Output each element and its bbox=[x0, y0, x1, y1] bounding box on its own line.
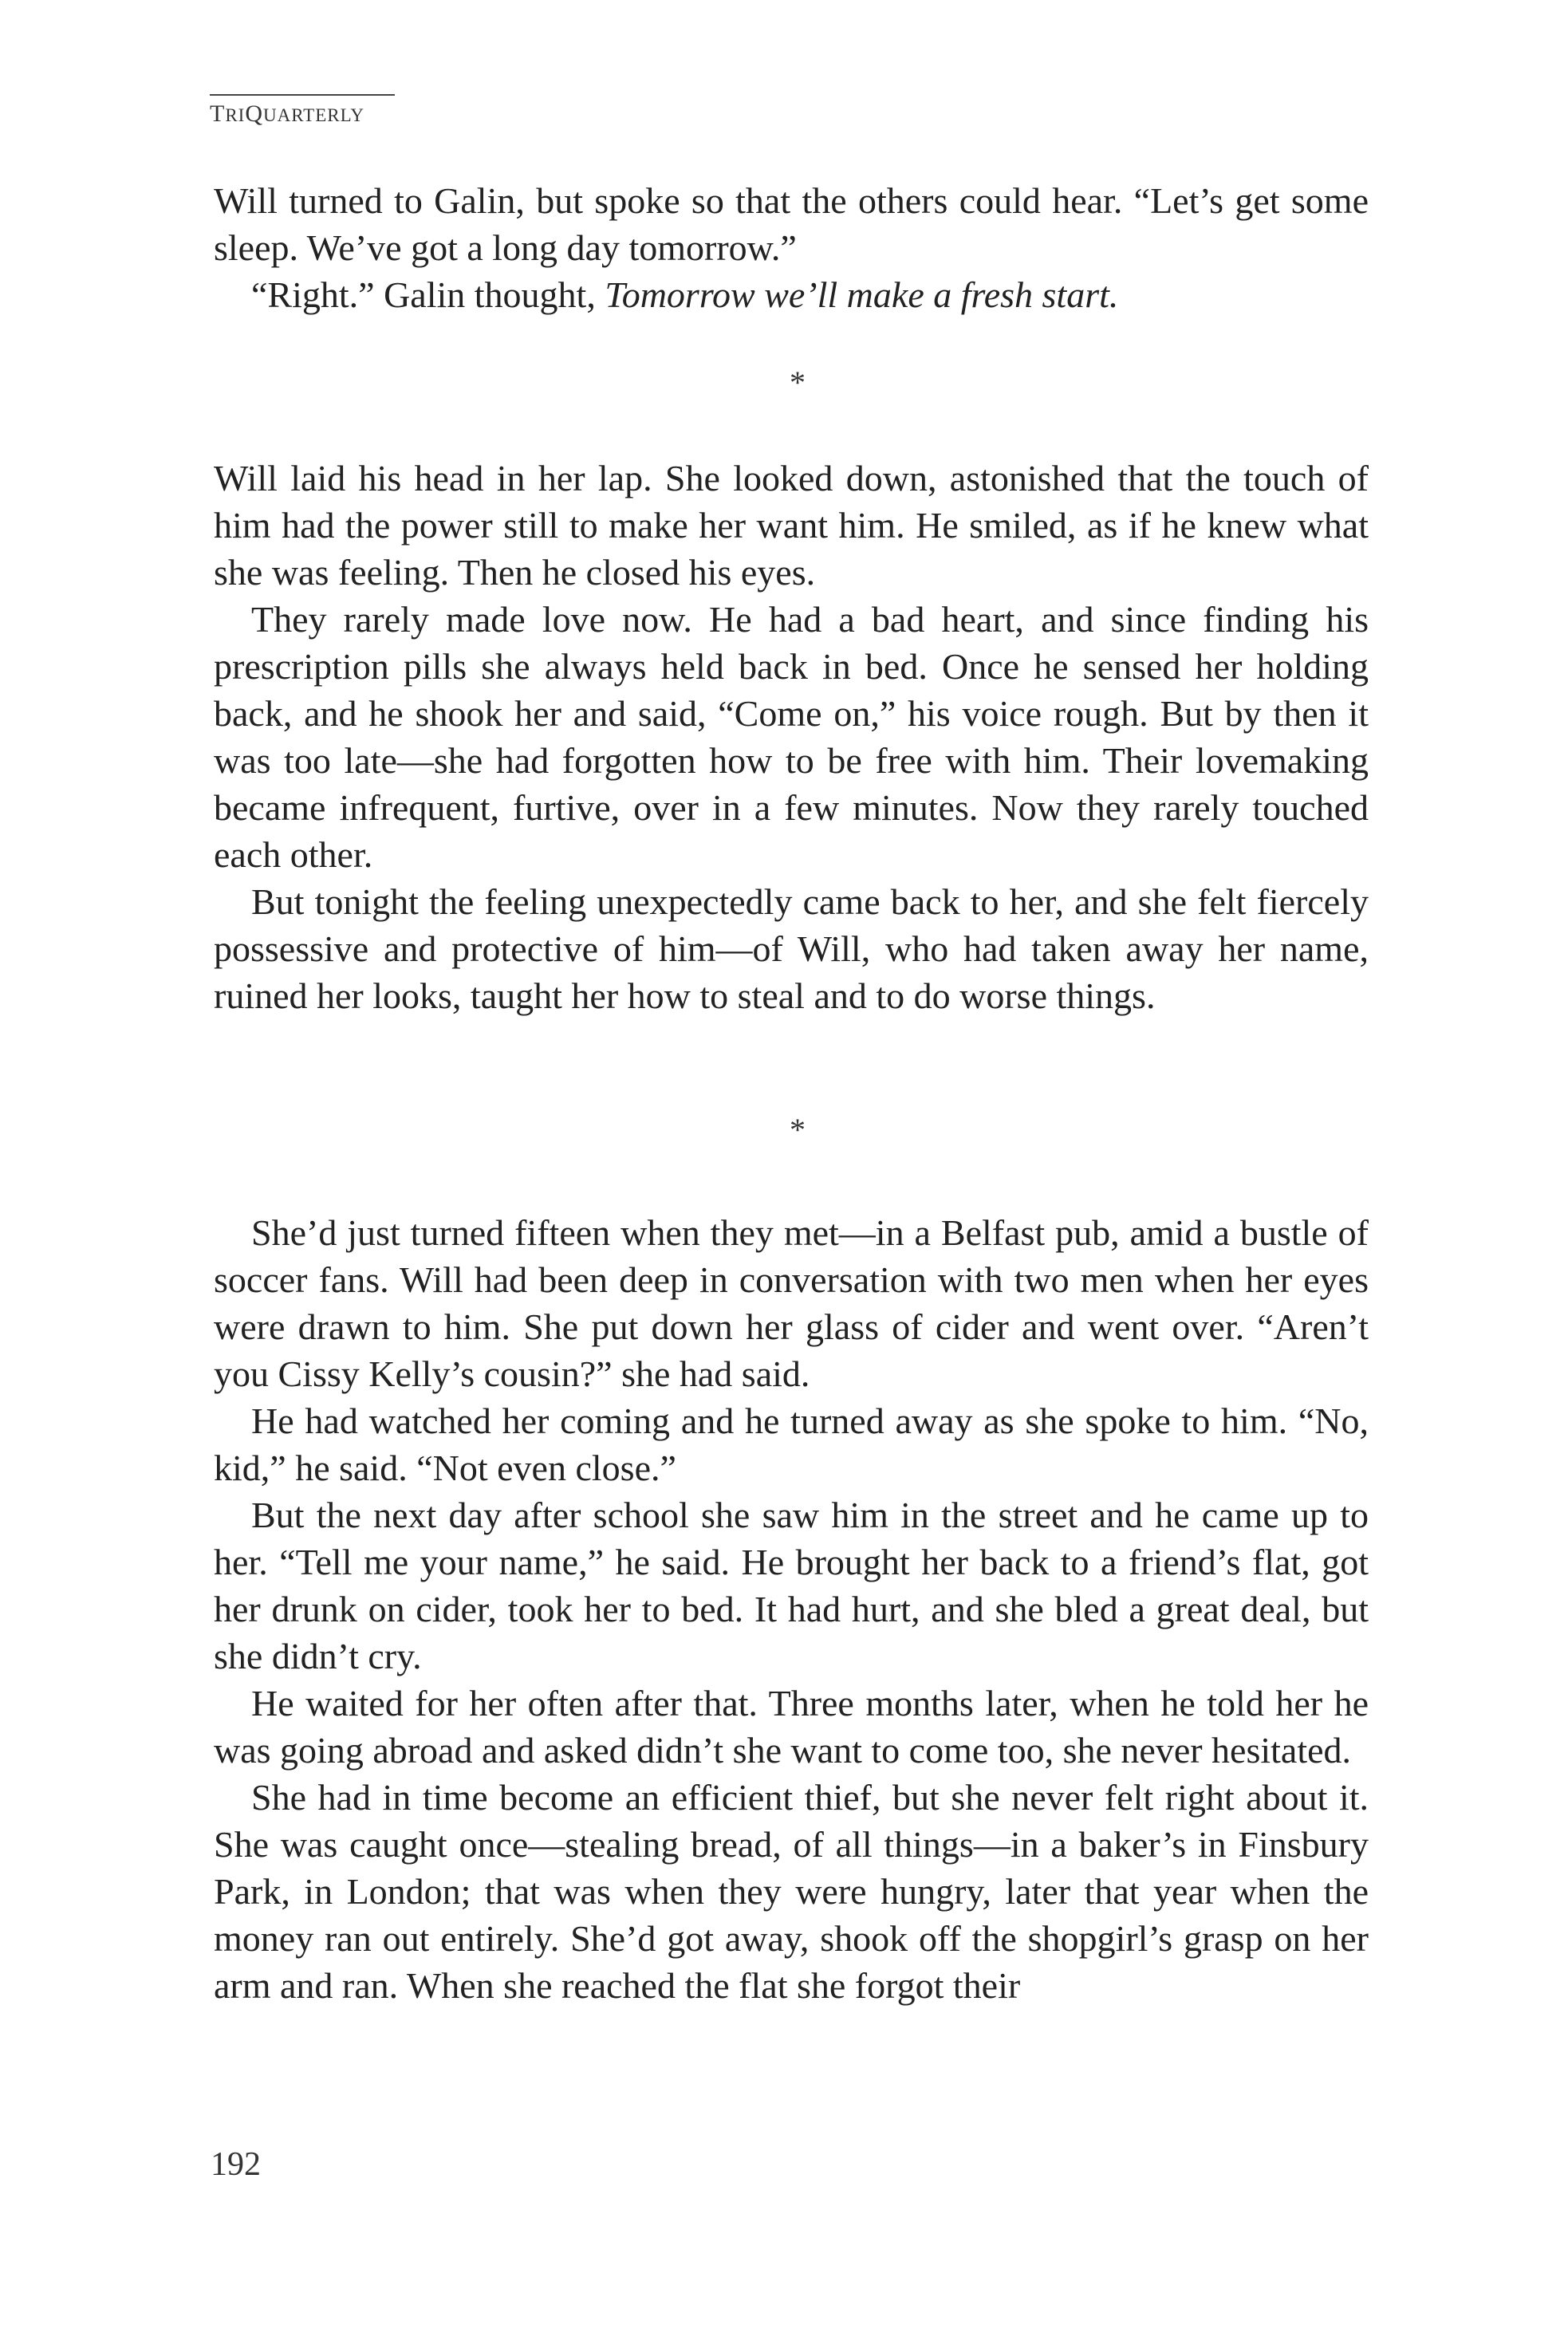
paragraph: Will turned to Galin, but spoke so that the others could hear. “Let’s get some sleep. We’ve got a long day tomorrow.” bbox=[214, 180, 1369, 268]
paragraph: But the next day after school she saw him in the street and he came up to her. “Tell me your name,” he said. He brought her back to a friend’s flat, got her drunk on cider, took her to bed. It had hurt, and she bled a great deal, but she didn’t cry. bbox=[214, 1495, 1369, 1676]
paragraph: But tonight the feeling unexpectedly came back to her, and she felt fiercely possessive and protective of him—of Will, who had taken away her name, ruined her looks, taught her how to steal and to do worse things. bbox=[214, 881, 1369, 1016]
text-block-3 bbox=[214, 1209, 1369, 2009]
section-separator bbox=[0, 364, 1568, 401]
header-rule bbox=[210, 94, 395, 96]
paragraph: They rarely made love now. He had a bad heart, and since finding his prescription pills she always held back in bed. Once he sensed her holding back, and he shook her and said, “Come on,” his voice rough. But by then it was too late—she had forgotten how to be free with him. Their lovemaking became infrequent, furtive, over in a few minutes. Now they rarely touched each other. bbox=[214, 599, 1369, 875]
running-head-initial-q: Q bbox=[245, 100, 263, 127]
section-separator bbox=[0, 1111, 1568, 1148]
text-block-1 bbox=[214, 177, 1369, 318]
paragraph: He waited for her often after that. Three months later, when he told her he was going abroad and asked didn’t she want to come too, she never hesitated. bbox=[214, 1683, 1369, 1771]
running-head-initial-t: T bbox=[210, 100, 226, 127]
paragraph-lead: “Right.” Galin thought, bbox=[251, 274, 605, 315]
running-head-small-ri: RI bbox=[225, 105, 246, 125]
asterisk: * bbox=[790, 1112, 806, 1148]
paragraph: Will laid his head in her lap. She looked down, astonished that the touch of him had the power still to make her want him. He smiled, as if he knew what she was feeling. Then he closed his eyes. bbox=[214, 458, 1369, 593]
italic-thought: Tomorrow we’ll make a fresh start. bbox=[605, 274, 1119, 315]
paragraph bbox=[214, 271, 1369, 318]
asterisk: * bbox=[790, 364, 806, 400]
text-block-2 bbox=[214, 455, 1369, 1019]
page-number: 192 bbox=[211, 2146, 261, 2183]
running-head bbox=[210, 94, 395, 128]
paragraph: She had in time become an efficient thief, but she never felt right about it. She was caught once—stealing bread, of all things—in a baker’s in Finsbury Park, in London; that was when they were hungry, later that year when the money ran out entirely. She’d got away, shook off the shopgirl’s grasp on her arm and ran. When she reached the flat she forgot their bbox=[214, 1777, 1369, 2006]
running-head-small-rest: UARTERLY bbox=[263, 105, 364, 125]
paragraph: He had watched her coming and he turned away as she spoke to him. “No, kid,” he said. “Not even close.” bbox=[214, 1400, 1369, 1488]
paragraph: She’d just turned fifteen when they met—in a Belfast pub, amid a bustle of soccer fans. Will had been deep in conversation with two men when her eyes were drawn to him. She put down her glass of cider and went over. “Aren’t you Cissy Kelly’s cousin?” she had said. bbox=[214, 1212, 1369, 1394]
